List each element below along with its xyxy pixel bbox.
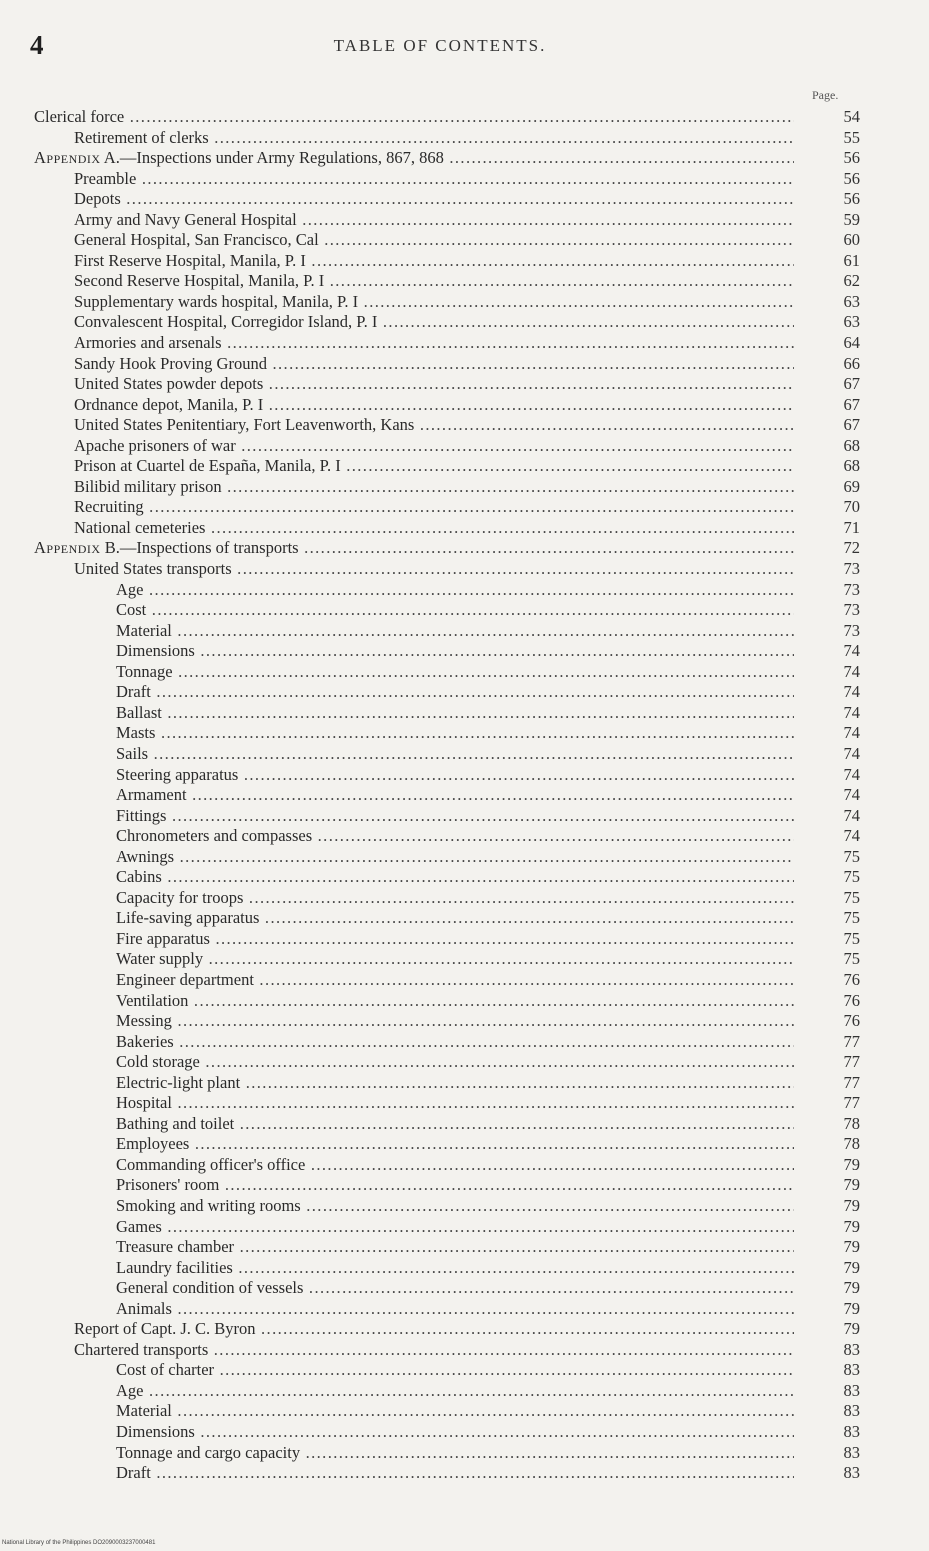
toc-entry-label xyxy=(116,1134,794,1155)
toc-entry-label xyxy=(116,908,794,929)
toc-entry-label xyxy=(74,415,794,436)
toc-entry-text: Electric-light plant xyxy=(116,1072,241,1092)
toc-entry xyxy=(34,251,860,272)
toc-entry-label xyxy=(116,723,794,744)
toc-entry-text: Tonnage xyxy=(116,661,173,681)
toc-entry-text: Engineer department xyxy=(116,969,254,989)
toc-entry-page: 74 xyxy=(843,641,860,661)
toc-entry-text: B.—Inspections of transports xyxy=(100,538,299,558)
toc-entry-label xyxy=(116,1032,794,1053)
toc-entry-text: Steering apparatus xyxy=(116,764,239,784)
toc-entry-text: Treasure chamber xyxy=(116,1237,235,1257)
toc-entry-label xyxy=(74,128,794,149)
toc-entry-page: 67 xyxy=(843,394,860,414)
toc-entry-page: 67 xyxy=(843,374,860,394)
toc-entry xyxy=(34,621,860,642)
toc-entry-label xyxy=(116,1422,794,1443)
toc-entry xyxy=(34,1196,860,1217)
toc-entry xyxy=(34,888,860,909)
toc-entry-text: Ordnance depot, Manila, P. I xyxy=(74,394,264,414)
toc-entry-page: 73 xyxy=(843,579,860,599)
toc-entry-label xyxy=(116,949,794,970)
toc-entry-text: Retirement of clerks xyxy=(74,127,209,147)
toc-entry-page: 74 xyxy=(843,764,860,784)
toc-entry-text: Life-saving apparatus xyxy=(116,908,260,928)
toc-entry-label xyxy=(74,374,794,395)
toc-entry-page: 77 xyxy=(843,1052,860,1072)
toc-entry-label xyxy=(74,251,794,272)
toc-entry-page: 70 xyxy=(843,497,860,517)
toc-entry xyxy=(34,1463,860,1484)
toc-entry-label xyxy=(116,765,794,786)
toc-entry xyxy=(34,949,860,970)
toc-entry-label xyxy=(116,1463,794,1484)
toc-entry-label xyxy=(116,867,794,888)
toc-entry-page: 68 xyxy=(843,456,860,476)
toc-entry xyxy=(34,785,860,806)
toc-entry-text: Army and Navy General Hospital xyxy=(74,209,297,229)
toc-entry-page: 77 xyxy=(843,1072,860,1092)
toc-entry xyxy=(34,723,860,744)
toc-entry-label xyxy=(116,1278,794,1299)
toc-entry-text: General Hospital, San Francisco, Cal xyxy=(74,230,319,250)
toc-entry-label xyxy=(74,230,794,251)
toc-entry xyxy=(34,682,860,703)
toc-entry-page: 55 xyxy=(843,127,860,147)
toc-entry xyxy=(34,765,860,786)
toc-entry-page: 62 xyxy=(843,271,860,291)
toc-entry-text: United States Penitentiary, Fort Leavenworth, Kans xyxy=(74,415,415,435)
toc-entry-page: 79 xyxy=(843,1319,860,1339)
toc-entry-text: Cost xyxy=(116,600,147,620)
toc-entry-label xyxy=(116,1052,794,1073)
toc-entry xyxy=(34,312,860,333)
toc-entry xyxy=(34,1299,860,1320)
toc-entry-label xyxy=(116,1299,794,1320)
toc-entry-label xyxy=(116,1175,794,1196)
toc-entry-label xyxy=(74,559,794,580)
toc-entry-text: Armament xyxy=(116,785,187,805)
toc-list xyxy=(34,107,860,1484)
toc-entry xyxy=(34,230,860,251)
toc-entry-text: Sails xyxy=(116,743,149,763)
toc-entry-page: 74 xyxy=(843,661,860,681)
toc-entry xyxy=(34,477,860,498)
toc-entry xyxy=(34,271,860,292)
toc-entry-page: 72 xyxy=(843,538,860,558)
toc-entry-text: Water supply xyxy=(116,949,204,969)
toc-entry-label xyxy=(116,888,794,909)
toc-entry-text: Clerical force xyxy=(34,107,125,126)
toc-entry-label xyxy=(74,189,794,210)
toc-entry xyxy=(34,867,860,888)
toc-entry-page: 78 xyxy=(843,1113,860,1133)
toc-entry xyxy=(34,1217,860,1238)
toc-entry-label xyxy=(74,436,794,457)
toc-entry-label xyxy=(74,354,794,375)
toc-entry-label xyxy=(116,662,794,683)
toc-entry-page: 78 xyxy=(843,1134,860,1154)
toc-entry xyxy=(34,395,860,416)
toc-entry xyxy=(34,662,860,683)
toc-entry-page: 75 xyxy=(843,846,860,866)
toc-entry-text: Sandy Hook Proving Ground xyxy=(74,353,267,373)
toc-entry-page: 64 xyxy=(843,333,860,353)
toc-entry-text: Messing xyxy=(116,1011,172,1031)
toc-entry-label xyxy=(116,744,794,765)
toc-entry-page: 83 xyxy=(843,1339,860,1359)
toc-entry-page: 74 xyxy=(843,682,860,702)
toc-entry-text: Bilibid military prison xyxy=(74,476,222,496)
toc-entry xyxy=(34,456,860,477)
toc-entry-text: Chartered transports xyxy=(74,1339,209,1359)
toc-entry xyxy=(34,518,860,539)
toc-entry-page: 74 xyxy=(843,702,860,722)
toc-entry-label xyxy=(74,271,794,292)
toc-entry xyxy=(34,1052,860,1073)
toc-entry xyxy=(34,1093,860,1114)
toc-entry-page: 79 xyxy=(843,1195,860,1215)
toc-entry-page: 56 xyxy=(843,168,860,188)
toc-entry-page: 75 xyxy=(843,867,860,887)
toc-entry-page: 56 xyxy=(843,148,860,168)
toc-entry xyxy=(34,374,860,395)
toc-entry-text: Hospital xyxy=(116,1093,172,1113)
toc-entry xyxy=(34,600,860,621)
toc-entry xyxy=(34,580,860,601)
toc-entry xyxy=(34,1401,860,1422)
toc-entry-label xyxy=(34,107,794,128)
toc-entry xyxy=(34,559,860,580)
toc-entry-label xyxy=(74,333,794,354)
toc-entry xyxy=(34,354,860,375)
toc-entry-label xyxy=(116,682,794,703)
toc-entry-label xyxy=(116,1011,794,1032)
toc-entry-label xyxy=(116,991,794,1012)
toc-entry-page: 79 xyxy=(843,1216,860,1236)
toc-entry-label xyxy=(116,1196,794,1217)
toc-entry-text: Smoking and writing rooms xyxy=(116,1195,301,1215)
toc-entry xyxy=(34,1360,860,1381)
toc-entry-text: Games xyxy=(116,1216,162,1236)
toc-entry xyxy=(34,107,860,128)
toc-entry-page: 74 xyxy=(843,826,860,846)
toc-entry xyxy=(34,1381,860,1402)
toc-entry xyxy=(34,908,860,929)
toc-entry-label xyxy=(74,210,794,231)
toc-entry xyxy=(34,847,860,868)
toc-entry-page: 83 xyxy=(843,1442,860,1462)
toc-entry-page: 56 xyxy=(843,189,860,209)
toc-entry-label xyxy=(74,1340,794,1361)
toc-entry-page: 63 xyxy=(843,291,860,311)
toc-entry-label xyxy=(116,847,794,868)
toc-entry-text: Draft xyxy=(116,1463,151,1483)
toc-entry-label xyxy=(116,806,794,827)
toc-entry-text: Laundry facilities xyxy=(116,1257,233,1277)
toc-entry-page: 69 xyxy=(843,476,860,496)
toc-entry-text: United States transports xyxy=(74,559,232,579)
toc-entry-page: 79 xyxy=(843,1175,860,1195)
toc-entry-page: 73 xyxy=(843,620,860,640)
toc-entry-label xyxy=(74,456,794,477)
toc-entry xyxy=(34,1032,860,1053)
toc-entry-text: Bakeries xyxy=(116,1031,174,1051)
toc-entry-page: 75 xyxy=(843,949,860,969)
toc-entry-page: 76 xyxy=(843,990,860,1010)
toc-entry xyxy=(34,806,860,827)
toc-entry-text: Ballast xyxy=(116,702,162,722)
toc-entry-text: Commanding officer's office xyxy=(116,1154,306,1174)
page-number: 4 xyxy=(30,30,44,60)
toc-entry-text: Dimensions xyxy=(116,1422,195,1441)
toc-entry-label xyxy=(116,641,794,662)
toc-entry-label xyxy=(74,497,794,518)
toc-entry xyxy=(34,538,860,559)
toc-entry-page: 75 xyxy=(843,928,860,948)
toc-entry-page: 83 xyxy=(843,1463,860,1483)
toc-entry-page: 73 xyxy=(843,600,860,620)
toc-entry-page: 76 xyxy=(843,1011,860,1031)
toc-entry xyxy=(34,1237,860,1258)
toc-entry-text: Animals xyxy=(116,1298,172,1318)
page-column-label: Page. xyxy=(812,88,839,102)
toc-entry-text: Material xyxy=(116,620,172,640)
toc-entry xyxy=(34,641,860,662)
appendix-prefix: Appendix xyxy=(34,148,101,168)
toc-entry-page: 83 xyxy=(843,1380,860,1400)
toc-entry-text: Preamble xyxy=(74,168,137,188)
toc-entry-text: Age xyxy=(116,579,144,599)
toc-entry-text: Capacity for troops xyxy=(116,887,244,907)
toc-entry-page: 74 xyxy=(843,785,860,805)
toc-entry xyxy=(34,210,860,231)
toc-entry-text: General condition of vessels xyxy=(116,1278,304,1298)
toc-entry-label xyxy=(74,169,794,190)
toc-entry-page: 73 xyxy=(843,559,860,579)
toc-entry xyxy=(34,497,860,518)
toc-entry-label xyxy=(116,1381,794,1402)
toc-entry-text: Report of Capt. J. C. Byron xyxy=(74,1319,256,1339)
toc-entry-page: 79 xyxy=(843,1257,860,1277)
toc-entry-page: 76 xyxy=(843,969,860,989)
toc-entry xyxy=(34,1011,860,1032)
toc-entry-text: Ventilation xyxy=(116,990,189,1010)
toc-entry-page: 74 xyxy=(843,723,860,743)
toc-entry-page: 75 xyxy=(843,908,860,928)
toc-entry-label xyxy=(34,538,794,559)
toc-entry-label xyxy=(116,580,794,601)
toc-entry xyxy=(34,929,860,950)
toc-entry-text: Apache prisoners of war xyxy=(74,435,236,455)
toc-entry-page: 74 xyxy=(843,743,860,763)
toc-entry xyxy=(34,1443,860,1464)
toc-entry-page: 63 xyxy=(843,312,860,332)
toc-entry-text: Convalescent Hospital, Corregidor Island, P. I xyxy=(74,312,378,332)
toc-entry-text: Depots xyxy=(74,189,121,209)
toc-entry xyxy=(34,1073,860,1094)
toc-entry-text: Prisoners' room xyxy=(116,1175,220,1195)
toc-entry-page: 79 xyxy=(843,1154,860,1174)
toc-entry-text: National cemeteries xyxy=(74,517,206,537)
toc-entry-label xyxy=(116,1073,794,1094)
toc-entry-label xyxy=(116,1155,794,1176)
toc-entry-label xyxy=(116,621,794,642)
toc-entry xyxy=(34,1134,860,1155)
toc-entry-label xyxy=(116,1237,794,1258)
toc-entry-label xyxy=(116,1114,794,1135)
toc-entry-text: United States powder depots xyxy=(74,374,264,394)
toc-entry-page: 83 xyxy=(843,1401,860,1421)
toc-entry-label xyxy=(116,1217,794,1238)
toc-entry-page: 60 xyxy=(843,230,860,250)
toc-entry xyxy=(34,703,860,724)
toc-entry-text: Supplementary wards hospital, Manila, P. I xyxy=(74,291,359,311)
toc-entry xyxy=(34,436,860,457)
toc-entry-text: Fittings xyxy=(116,805,167,825)
toc-entry-label xyxy=(116,970,794,991)
toc-entry xyxy=(34,1422,860,1443)
toc-entry xyxy=(34,1319,860,1340)
toc-entry-page: 68 xyxy=(843,435,860,455)
toc-entry xyxy=(34,148,860,169)
toc-entry xyxy=(34,333,860,354)
toc-entry-page: 75 xyxy=(843,887,860,907)
toc-entry-text: Recruiting xyxy=(74,497,144,517)
footer-text: National Library of the Philippines DO2090003237000481 xyxy=(2,1540,156,1546)
toc-entry-label xyxy=(74,292,794,313)
toc-entry xyxy=(34,970,860,991)
toc-entry-label xyxy=(74,395,794,416)
toc-entry-text: Tonnage and cargo capacity xyxy=(116,1442,301,1462)
toc-entry-text: Prison at Cuartel de España, Manila, P. I xyxy=(74,456,341,476)
toc-entry xyxy=(34,1175,860,1196)
toc-entry-page: 77 xyxy=(843,1031,860,1051)
toc-entry-label xyxy=(116,1401,794,1422)
toc-entry-label xyxy=(116,929,794,950)
toc-entry xyxy=(34,292,860,313)
toc-entry-text: A.—Inspections under Army Regulations, 867, 868 xyxy=(100,148,444,168)
toc-entry xyxy=(34,1114,860,1135)
toc-entry-page: 54 xyxy=(843,107,860,126)
toc-entry xyxy=(34,189,860,210)
toc-entry-page: 61 xyxy=(843,250,860,270)
toc-entry-label xyxy=(116,826,794,847)
appendix-prefix: Appendix xyxy=(34,538,101,558)
toc-entry xyxy=(34,1278,860,1299)
toc-entry-text: Cost of charter xyxy=(116,1360,215,1380)
toc-entry-label xyxy=(74,312,794,333)
toc-entry xyxy=(34,415,860,436)
toc-entry-page: 74 xyxy=(843,805,860,825)
toc-entry xyxy=(34,1258,860,1279)
toc-entry-label xyxy=(116,703,794,724)
toc-entry-page: 59 xyxy=(843,209,860,229)
toc-entry-label xyxy=(116,785,794,806)
toc-entry-label xyxy=(116,1258,794,1279)
toc-entry-text: Employees xyxy=(116,1134,190,1154)
toc-entry-page: 79 xyxy=(843,1298,860,1318)
toc-entry-label xyxy=(116,1093,794,1114)
toc-entry-text: Armories and arsenals xyxy=(74,333,222,353)
toc-entry-page: 79 xyxy=(843,1278,860,1298)
toc-entry-label xyxy=(116,1443,794,1464)
toc-entry-text: Dimensions xyxy=(116,641,195,661)
toc-entry-page: 79 xyxy=(843,1237,860,1257)
toc-entry-page: 83 xyxy=(843,1360,860,1380)
toc-entry-page: 83 xyxy=(843,1422,860,1441)
toc-entry xyxy=(34,991,860,1012)
toc-entry-text: Age xyxy=(116,1380,144,1400)
toc-entry-text: Second Reserve Hospital, Manila, P. I xyxy=(74,271,325,291)
toc-entry-text: Bathing and toilet xyxy=(116,1113,235,1133)
toc-entry xyxy=(34,826,860,847)
toc-entry-text: First Reserve Hospital, Manila, P. I xyxy=(74,250,306,270)
toc-entry-page: 71 xyxy=(843,517,860,537)
toc-entry xyxy=(34,128,860,149)
toc-entry-label xyxy=(116,600,794,621)
toc-entry-text: Awnings xyxy=(116,846,175,866)
toc-entry-text: Material xyxy=(116,1401,172,1421)
toc-entry-label xyxy=(116,1360,794,1381)
toc-entry-label xyxy=(74,518,794,539)
toc-entry xyxy=(34,744,860,765)
toc-entry-label xyxy=(74,1319,794,1340)
toc-entry xyxy=(34,1155,860,1176)
toc-entry-text: Chronometers and compasses xyxy=(116,826,313,846)
page-title: TABLE OF CONTENTS. xyxy=(333,36,547,55)
toc-entry-text: Fire apparatus xyxy=(116,928,210,948)
toc-entry-page: 66 xyxy=(843,353,860,373)
toc-entry-label xyxy=(74,477,794,498)
toc-entry xyxy=(34,169,860,190)
toc-entry-page: 77 xyxy=(843,1093,860,1113)
toc-entry-text: Masts xyxy=(116,723,156,743)
toc-entry xyxy=(34,1340,860,1361)
toc-entry-text: Draft xyxy=(116,682,151,702)
toc-entry-text: Cabins xyxy=(116,867,162,887)
toc-entry-text: Cold storage xyxy=(116,1052,200,1072)
toc-entry-label xyxy=(34,148,794,169)
toc-entry-page: 67 xyxy=(843,415,860,435)
